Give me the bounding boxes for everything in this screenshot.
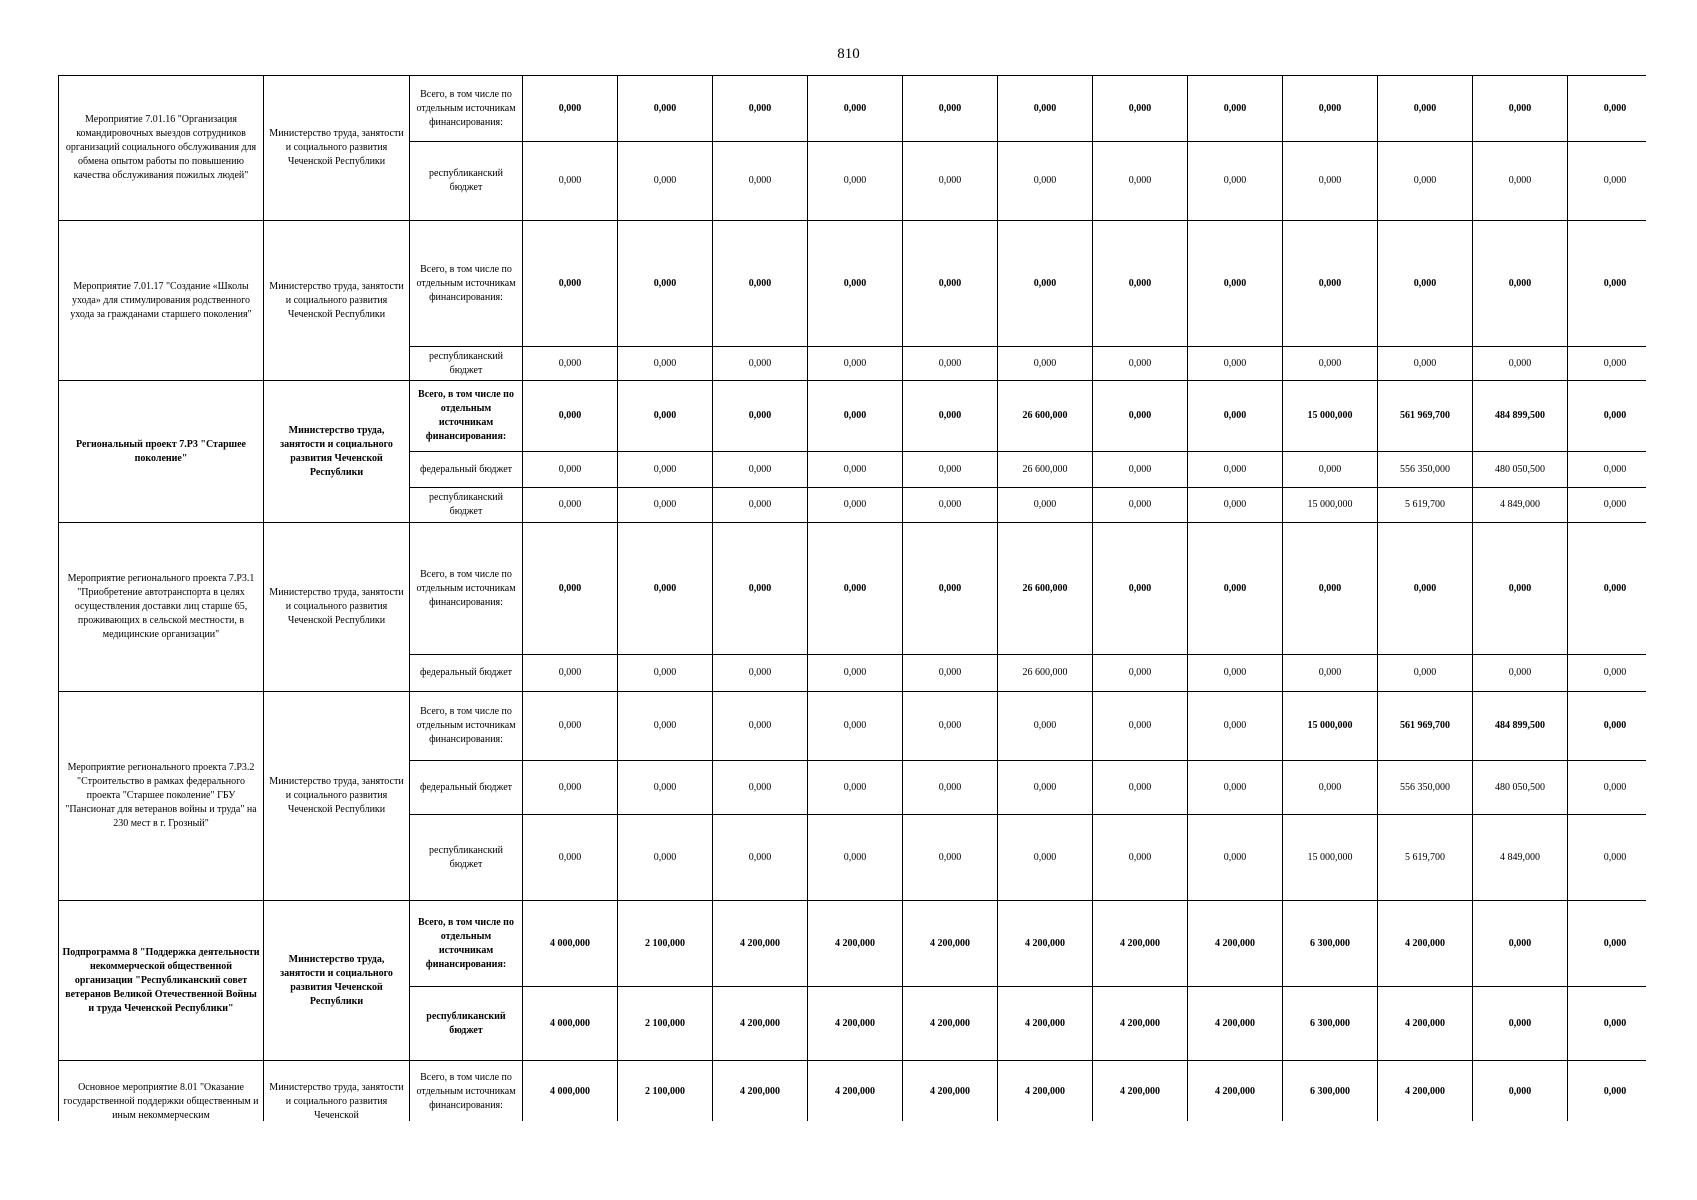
amount-cell: 0,000 [1188, 221, 1283, 347]
amount-cell: 0,000 [903, 142, 998, 221]
amount-cell: 0,000 [618, 142, 713, 221]
amount-cell: 0,000 [618, 761, 713, 815]
funding-source-cell: федеральный бюджет [410, 655, 523, 692]
amount-cell: 0,000 [1283, 452, 1378, 488]
amount-cell: 0,000 [523, 761, 618, 815]
amount-cell: 0,000 [808, 452, 903, 488]
amount-cell: 0,000 [523, 523, 618, 655]
amount-cell: 0,000 [1378, 76, 1473, 142]
amount-cell: 0,000 [618, 692, 713, 761]
executor-cell: Министерство труда, занятости и социального развития Чеченской Республики [264, 221, 410, 381]
amount-cell: 0,000 [998, 221, 1093, 347]
amount-cell: 4 200,000 [1093, 987, 1188, 1061]
measure-name-cell: Мероприятие 7.01.16 "Организация командировочных выездов сотрудников организаций социального обслуживания для обмена опытом работы по повышению качества обслуживания пожилых людей" [59, 76, 264, 221]
amount-cell: 0,000 [713, 221, 808, 347]
amount-cell: 4 000,000 [523, 901, 618, 987]
amount-cell: 0,000 [523, 488, 618, 523]
amount-cell: 0,000 [1568, 987, 1647, 1061]
amount-cell: 484 899,500 [1473, 381, 1568, 452]
amount-cell: 15 000,000 [1283, 381, 1378, 452]
amount-cell: 0,000 [1188, 655, 1283, 692]
amount-cell: 0,000 [523, 381, 618, 452]
amount-cell: 6 300,000 [1283, 901, 1378, 987]
amount-cell: 0,000 [1188, 488, 1283, 523]
amount-cell: 4 200,000 [903, 1061, 998, 1122]
amount-cell: 15 000,000 [1283, 815, 1378, 901]
amount-cell: 0,000 [808, 76, 903, 142]
amount-cell: 5 619,700 [1378, 488, 1473, 523]
amount-cell: 4 200,000 [1378, 1061, 1473, 1122]
amount-cell: 0,000 [808, 761, 903, 815]
amount-cell: 0,000 [1093, 815, 1188, 901]
amount-cell: 0,000 [808, 347, 903, 381]
amount-cell: 0,000 [1568, 523, 1647, 655]
amount-cell: 0,000 [903, 523, 998, 655]
amount-cell: 15 000,000 [1283, 488, 1378, 523]
funding-source-cell: республиканский бюджет [410, 987, 523, 1061]
amount-cell: 6 300,000 [1283, 1061, 1378, 1122]
amount-cell: 0,000 [903, 221, 998, 347]
funding-source-cell: Всего, в том числе по отдельным источникам финансирования: [410, 692, 523, 761]
amount-cell: 0,000 [903, 76, 998, 142]
funding-source-cell: республиканский бюджет [410, 347, 523, 381]
amount-cell: 2 100,000 [618, 901, 713, 987]
table-row [59, 692, 1647, 761]
table-row [59, 381, 1647, 452]
amount-cell: 4 200,000 [808, 987, 903, 1061]
amount-cell: 0,000 [1473, 901, 1568, 987]
amount-cell: 0,000 [998, 761, 1093, 815]
amount-cell: 4 200,000 [998, 987, 1093, 1061]
table-row [59, 1061, 1647, 1122]
amount-cell: 0,000 [523, 452, 618, 488]
amount-cell: 0,000 [1188, 381, 1283, 452]
amount-cell: 0,000 [1283, 655, 1378, 692]
amount-cell: 0,000 [618, 452, 713, 488]
amount-cell: 4 000,000 [523, 987, 618, 1061]
funding-source-cell: Всего, в том числе по отдельным источникам финансирования: [410, 523, 523, 655]
amount-cell: 0,000 [1378, 221, 1473, 347]
amount-cell: 0,000 [618, 523, 713, 655]
amount-cell: 0,000 [998, 142, 1093, 221]
amount-cell: 4 200,000 [713, 901, 808, 987]
amount-cell: 0,000 [1093, 381, 1188, 452]
amount-cell: 0,000 [713, 761, 808, 815]
amount-cell: 561 969,700 [1378, 692, 1473, 761]
amount-cell: 0,000 [713, 142, 808, 221]
amount-cell: 0,000 [808, 488, 903, 523]
table-row [59, 901, 1647, 987]
amount-cell: 0,000 [1378, 523, 1473, 655]
amount-cell: 0,000 [1568, 347, 1647, 381]
amount-cell: 0,000 [618, 347, 713, 381]
amount-cell: 26 600,000 [998, 523, 1093, 655]
amount-cell: 0,000 [808, 692, 903, 761]
executor-cell: Министерство труда, занятости и социального развития Чеченской [264, 1061, 410, 1122]
amount-cell: 0,000 [1568, 76, 1647, 142]
amount-cell: 0,000 [808, 655, 903, 692]
executor-cell: Министерство труда, занятости и социального развития Чеченской Республики [264, 901, 410, 1061]
amount-cell: 2 100,000 [618, 1061, 713, 1122]
amount-cell: 4 200,000 [808, 1061, 903, 1122]
amount-cell: 4 200,000 [808, 901, 903, 987]
amount-cell: 0,000 [1188, 692, 1283, 761]
amount-cell: 4 200,000 [998, 901, 1093, 987]
amount-cell: 0,000 [998, 815, 1093, 901]
executor-cell: Министерство труда, занятости и социального развития Чеченской Республики [264, 381, 410, 523]
executor-cell: Министерство труда, занятости и социального развития Чеченской Республики [264, 692, 410, 901]
amount-cell: 0,000 [808, 221, 903, 347]
table-row [59, 76, 1647, 142]
amount-cell: 4 200,000 [713, 1061, 808, 1122]
funding-source-cell: Всего, в том числе по отдельным источникам финансирования: [410, 1061, 523, 1122]
amount-cell: 0,000 [903, 452, 998, 488]
measure-name-cell: Мероприятие 7.01.17 "Создание «Школы ухода» для стимулирования родственного ухода за гражданами старшего поколения" [59, 221, 264, 381]
amount-cell: 4 849,000 [1473, 488, 1568, 523]
amount-cell: 0,000 [618, 76, 713, 142]
amount-cell: 0,000 [1283, 221, 1378, 347]
amount-cell: 561 969,700 [1378, 381, 1473, 452]
amount-cell: 0,000 [1093, 655, 1188, 692]
amount-cell: 0,000 [1473, 1061, 1568, 1122]
funding-source-cell: Всего, в том числе по отдельным источникам финансирования: [410, 221, 523, 347]
amount-cell: 0,000 [523, 76, 618, 142]
table-row [59, 221, 1647, 347]
amount-cell: 0,000 [903, 347, 998, 381]
amount-cell: 0,000 [808, 523, 903, 655]
amount-cell: 0,000 [1283, 76, 1378, 142]
amount-cell: 0,000 [1568, 815, 1647, 901]
amount-cell: 0,000 [808, 142, 903, 221]
amount-cell: 0,000 [1568, 452, 1647, 488]
amount-cell: 0,000 [1283, 523, 1378, 655]
amount-cell: 0,000 [618, 381, 713, 452]
executor-cell: Министерство труда, занятости и социального развития Чеченской Республики [264, 523, 410, 692]
amount-cell: 0,000 [1093, 347, 1188, 381]
amount-cell: 0,000 [998, 488, 1093, 523]
amount-cell: 0,000 [1188, 761, 1283, 815]
amount-cell: 0,000 [1093, 142, 1188, 221]
amount-cell: 0,000 [523, 221, 618, 347]
amount-cell: 4 200,000 [903, 901, 998, 987]
page-number: 810 [837, 46, 860, 62]
amount-cell: 6 300,000 [1283, 987, 1378, 1061]
amount-cell: 0,000 [523, 142, 618, 221]
amount-cell: 0,000 [618, 815, 713, 901]
amount-cell: 15 000,000 [1283, 692, 1378, 761]
amount-cell: 0,000 [523, 815, 618, 901]
amount-cell: 0,000 [903, 488, 998, 523]
amount-cell: 0,000 [1473, 142, 1568, 221]
amount-cell: 0,000 [1378, 142, 1473, 221]
amount-cell: 0,000 [1473, 347, 1568, 381]
amount-cell: 0,000 [1188, 452, 1283, 488]
amount-cell: 0,000 [1473, 221, 1568, 347]
financing-table [58, 75, 1646, 1121]
amount-cell: 4 200,000 [1378, 987, 1473, 1061]
amount-cell: 0,000 [713, 347, 808, 381]
amount-cell: 4 200,000 [1188, 1061, 1283, 1122]
amount-cell: 0,000 [713, 655, 808, 692]
amount-cell: 0,000 [1093, 76, 1188, 142]
amount-cell: 0,000 [903, 692, 998, 761]
amount-cell: 0,000 [1283, 142, 1378, 221]
amount-cell: 4 200,000 [713, 987, 808, 1061]
amount-cell: 0,000 [523, 347, 618, 381]
amount-cell: 0,000 [713, 76, 808, 142]
amount-cell: 0,000 [998, 692, 1093, 761]
amount-cell: 26 600,000 [998, 381, 1093, 452]
amount-cell: 0,000 [1188, 815, 1283, 901]
amount-cell: 0,000 [1473, 987, 1568, 1061]
amount-cell: 0,000 [523, 692, 618, 761]
amount-cell: 0,000 [998, 347, 1093, 381]
amount-cell: 0,000 [1568, 142, 1647, 221]
amount-cell: 0,000 [1093, 452, 1188, 488]
amount-cell: 0,000 [1473, 655, 1568, 692]
amount-cell: 0,000 [1188, 523, 1283, 655]
amount-cell: 0,000 [1283, 761, 1378, 815]
amount-cell: 0,000 [713, 452, 808, 488]
amount-cell: 0,000 [1568, 761, 1647, 815]
amount-cell: 0,000 [1568, 221, 1647, 347]
amount-cell: 0,000 [1093, 488, 1188, 523]
amount-cell: 0,000 [903, 815, 998, 901]
measure-name-cell: Подпрограмма 8 "Поддержка деятельности некоммерческой общественной организации "Республиканский совет ветеранов Великой Отечественной Войны и труда Чеченской Республики" [59, 901, 264, 1061]
amount-cell: 0,000 [808, 381, 903, 452]
funding-source-cell: федеральный бюджет [410, 452, 523, 488]
amount-cell: 4 200,000 [1378, 901, 1473, 987]
amount-cell: 0,000 [618, 488, 713, 523]
amount-cell: 0,000 [713, 488, 808, 523]
amount-cell: 4 849,000 [1473, 815, 1568, 901]
amount-cell: 0,000 [1188, 142, 1283, 221]
measure-name-cell: Мероприятие регионального проекта 7.Р3.1 "Приобретение автотранспорта в целях осуществления доставки лиц старше 65, проживающих в сельской местности, в медицинские организации" [59, 523, 264, 692]
amount-cell: 4 200,000 [1093, 901, 1188, 987]
table-row [59, 523, 1647, 655]
financing-table-wrapper [58, 75, 1646, 1121]
amount-cell: 4 200,000 [1188, 901, 1283, 987]
amount-cell: 0,000 [1473, 76, 1568, 142]
funding-source-cell: республиканский бюджет [410, 815, 523, 901]
funding-source-cell: Всего, в том числе по отдельным источникам финансирования: [410, 76, 523, 142]
amount-cell: 0,000 [1568, 381, 1647, 452]
amount-cell: 0,000 [1283, 347, 1378, 381]
amount-cell: 4 200,000 [903, 987, 998, 1061]
amount-cell: 2 100,000 [618, 987, 713, 1061]
funding-source-cell: федеральный бюджет [410, 761, 523, 815]
amount-cell: 0,000 [1378, 655, 1473, 692]
amount-cell: 0,000 [523, 655, 618, 692]
amount-cell: 484 899,500 [1473, 692, 1568, 761]
amount-cell: 4 200,000 [1093, 1061, 1188, 1122]
amount-cell: 4 000,000 [523, 1061, 618, 1122]
table-body [59, 76, 1647, 1122]
amount-cell: 0,000 [1188, 76, 1283, 142]
funding-source-cell: республиканский бюджет [410, 488, 523, 523]
amount-cell: 0,000 [903, 381, 998, 452]
amount-cell: 556 350,000 [1378, 761, 1473, 815]
amount-cell: 0,000 [1568, 901, 1647, 987]
amount-cell: 0,000 [618, 221, 713, 347]
amount-cell: 0,000 [1568, 655, 1647, 692]
amount-cell: 0,000 [713, 692, 808, 761]
measure-name-cell: Региональный проект 7.Р3 "Старшее поколение" [59, 381, 264, 523]
measure-name-cell: Мероприятие регионального проекта 7.Р3.2 "Строительство в рамках федерального проекта "Старшее поколение" ГБУ "Пансионат для ветеранов войны и труда" на 230 мест в г. Грозный" [59, 692, 264, 901]
amount-cell: 0,000 [1093, 692, 1188, 761]
amount-cell: 0,000 [1093, 761, 1188, 815]
amount-cell: 0,000 [713, 815, 808, 901]
amount-cell: 0,000 [1568, 488, 1647, 523]
amount-cell: 4 200,000 [1188, 987, 1283, 1061]
amount-cell: 0,000 [713, 523, 808, 655]
amount-cell: 5 619,700 [1378, 815, 1473, 901]
measure-name-cell: Основное мероприятие 8.01 "Оказание государственной поддержки общественным и иным некоммерческим [59, 1061, 264, 1122]
amount-cell: 0,000 [618, 655, 713, 692]
amount-cell: 0,000 [1093, 221, 1188, 347]
amount-cell: 0,000 [1568, 692, 1647, 761]
amount-cell: 26 600,000 [998, 452, 1093, 488]
amount-cell: 4 200,000 [998, 1061, 1093, 1122]
amount-cell: 0,000 [808, 815, 903, 901]
amount-cell: 0,000 [1473, 523, 1568, 655]
amount-cell: 0,000 [1093, 523, 1188, 655]
amount-cell: 0,000 [1188, 347, 1283, 381]
amount-cell: 0,000 [903, 655, 998, 692]
amount-cell: 0,000 [998, 76, 1093, 142]
amount-cell: 480 050,500 [1473, 761, 1568, 815]
amount-cell: 0,000 [1378, 347, 1473, 381]
amount-cell: 556 350,000 [1378, 452, 1473, 488]
funding-source-cell: Всего, в том числе по отдельным источникам финансирования: [410, 381, 523, 452]
amount-cell: 0,000 [1568, 1061, 1647, 1122]
executor-cell: Министерство труда, занятости и социального развития Чеченской Республики [264, 76, 410, 221]
amount-cell: 480 050,500 [1473, 452, 1568, 488]
amount-cell: 0,000 [903, 761, 998, 815]
funding-source-cell: республиканский бюджет [410, 142, 523, 221]
funding-source-cell: Всего, в том числе по отдельным источникам финансирования: [410, 901, 523, 987]
amount-cell: 0,000 [713, 381, 808, 452]
amount-cell: 26 600,000 [998, 655, 1093, 692]
